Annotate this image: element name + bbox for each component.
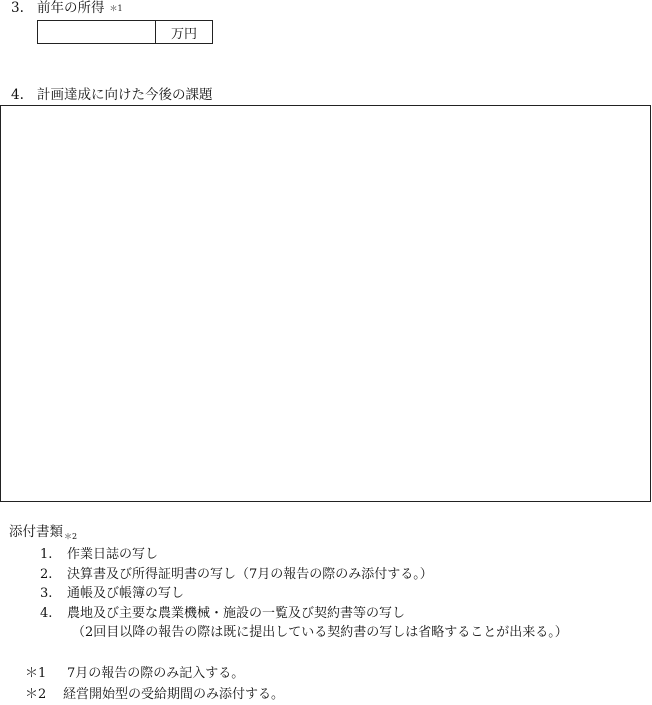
list-item-text: 通帳及び帳簿の写し — [67, 586, 185, 601]
list-item-text: 農地及び主要な農業機械・施設の一覧及び契約書等の写し — [67, 605, 406, 621]
list-item — [40, 584, 568, 604]
attachments-heading — [9, 526, 77, 540]
list-item-number: 4. — [40, 605, 53, 621]
footnote-text: 7月の報告の際のみ記入する。 — [67, 666, 245, 681]
future-issues-textarea[interactable] — [0, 105, 651, 502]
attachments-title: 添付書類 — [9, 524, 63, 540]
footnotes — [25, 663, 284, 705]
list-item — [40, 604, 568, 624]
section-4-title: 計画達成に向けた今後の課題 — [37, 87, 213, 103]
footnote-mark: ＊2 — [25, 687, 47, 702]
list-item-text: 決算書及び所得証明書の写し（7月の報告の際のみ添付する。） — [67, 566, 433, 582]
footnote — [25, 663, 284, 684]
section-4-number: 4. — [11, 87, 24, 103]
attachments-footnote-ref: ＊2 — [64, 532, 78, 541]
section-3-number: 3. — [11, 0, 24, 16]
section-3-title: 前年の所得 — [37, 0, 105, 16]
section-3-footnote-ref: ＊1 — [109, 4, 123, 13]
list-item-number: 1. — [40, 547, 53, 562]
footnote — [25, 684, 284, 705]
income-value-field[interactable] — [38, 21, 156, 43]
list-item-number: 2. — [40, 566, 53, 582]
list-item — [40, 545, 568, 565]
section-4-heading — [11, 89, 213, 103]
attachments-list — [40, 545, 568, 643]
list-item-note: （2回目以降の報告の際は既に提出している契約書の写しは省略することが出来る。） — [72, 625, 568, 640]
footnote-mark: ＊1 — [25, 666, 47, 681]
section-3-heading — [11, 2, 123, 16]
list-item-text: 作業日誌の写し — [67, 547, 159, 562]
list-item — [40, 565, 568, 585]
income-field-box — [37, 20, 213, 44]
list-item-number: 3. — [40, 586, 53, 601]
footnote-text: 経営開始型の受給期間のみ添付する。 — [63, 687, 285, 702]
income-unit-label: 万円 — [170, 26, 197, 42]
